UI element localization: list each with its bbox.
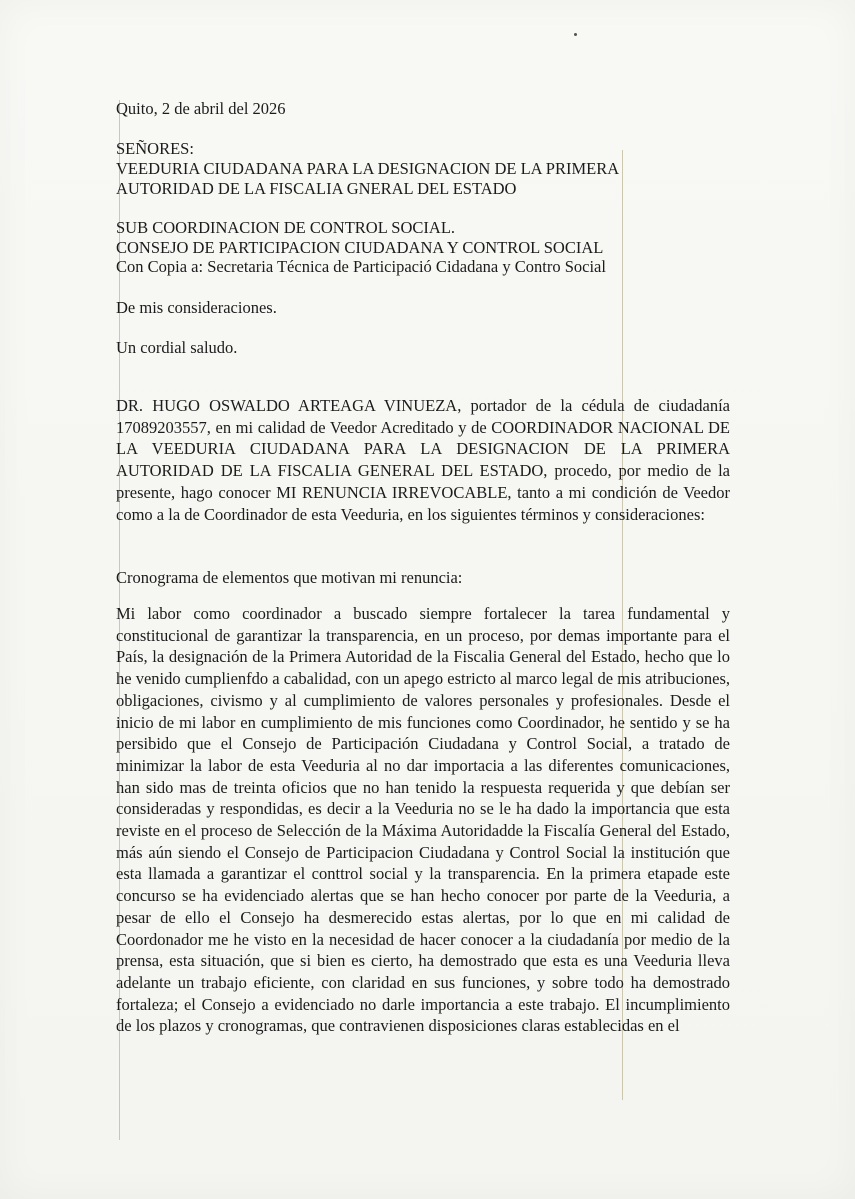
intro-paragraph-text: DR. HUGO OSWALDO ARTEAGA VINUEZA, portador de la cédula de ciudadanía 17089203557, en mi calidad de Veedor Acreditado y de COORDINADOR NACIONAL DE LA VEEDURIA CIUDADANA PARA LA DESIGNACION DE LA PRIMERA AUTORIDAD DE LA FISCALIA GENERAL DEL ESTADO, procedo, por medio de la presente, hago conocer MI RENUNCIA IRREVOCABLE, tanto a mi condición de Veedor como a la de Coordinador de esta Veeduria, en los siguientes términos y consideraciones: <box>116 396 730 524</box>
greeting-line: Un cordial saludo. <box>116 338 238 357</box>
recipient-line-2: AUTORIDAD DE LA FISCALIA GNERAL DEL ESTADO <box>116 179 517 198</box>
opening-line: De mis consideraciones. <box>116 298 277 317</box>
recipient-line-3: SUB COORDINACION DE CONTROL SOCIAL. <box>116 218 456 237</box>
scan-speck <box>574 33 577 36</box>
date-line: Quito, 2 de abril del 2026 <box>116 99 286 118</box>
recipient-salutation: SEÑORES: <box>116 139 194 158</box>
intro-paragraph <box>116 395 730 525</box>
section-label: Cronograma de elementos que motivan mi renuncia: <box>116 568 463 587</box>
copy-to-line: Con Copia a: Secretaria Técnica de Participació Cidadana y Contro Social <box>116 257 606 276</box>
recipient-line-4: CONSEJO DE PARTICIPACION CIUDADANA Y CONTROL SOCIAL <box>116 238 604 257</box>
body-paragraph <box>116 603 730 1037</box>
body-paragraph-text: Mi labor como coordinador a buscado siempre fortalecer la tarea fundamental y constitucional de garantizar la transparencia, en un proceso, por demas importante para el País, la designación de la Primera Autoridad de la Fiscalia General del Estado, hecho que lo he venido cumplienfdo a cabalidad, con un apego estricto al marco legal de mis atribuciones, obligaciones, civismo y al cumplimiento de valores personales y profesionales. Desde el inicio de mi labor en cumplimiento de mis funciones como Coordinador, he sentido y se ha persibido que el Consejo de Participación Ciudadana y Control Social, a tratado de minimizar la labor de esta Veeduria al no dar importacia a las diferentes comunicaciones, han sido mas de treinta oficios que no han tenido la respuesta requerida y que debían ser consideradas y respondidas, es decir a la Veeduria no se le ha dado la importancia que esta reviste en el proceso de Selección de la Máxima Autoridadde la Fiscalía General del Estado, más aún siendo el Consejo de Participacion Ciudadana y Control Social la institución que esta llamada a garantizar el conttrol social y la transparencia. En la primera etapade este concurso se ha evidenciado alertas que se han hecho conocer por parte de la Veeduria, a pesar de ello el Consejo ha desmerecido estas alertas, por lo que en mi calidad de Coordonador me he visto en la necesidad de hacer conocer a la ciudadanía por medio de la prensa, esta situación, que si bien es cierto, ha demostrado que esta es una Veeduria lleva adelante un trabajo eficiente, con claridad en sus funciones, y sobre todo ha demostrado fortaleza; el Consejo a evidenciado no darle importancia a este trabajo. El incumplimiento de los plazos y cronogramas, que contravienen disposiciones claras establecidas en el <box>116 604 730 1036</box>
recipient-line-1: VEEDURIA CIUDADANA PARA LA DESIGNACION DE LA PRIMERA <box>116 159 620 178</box>
